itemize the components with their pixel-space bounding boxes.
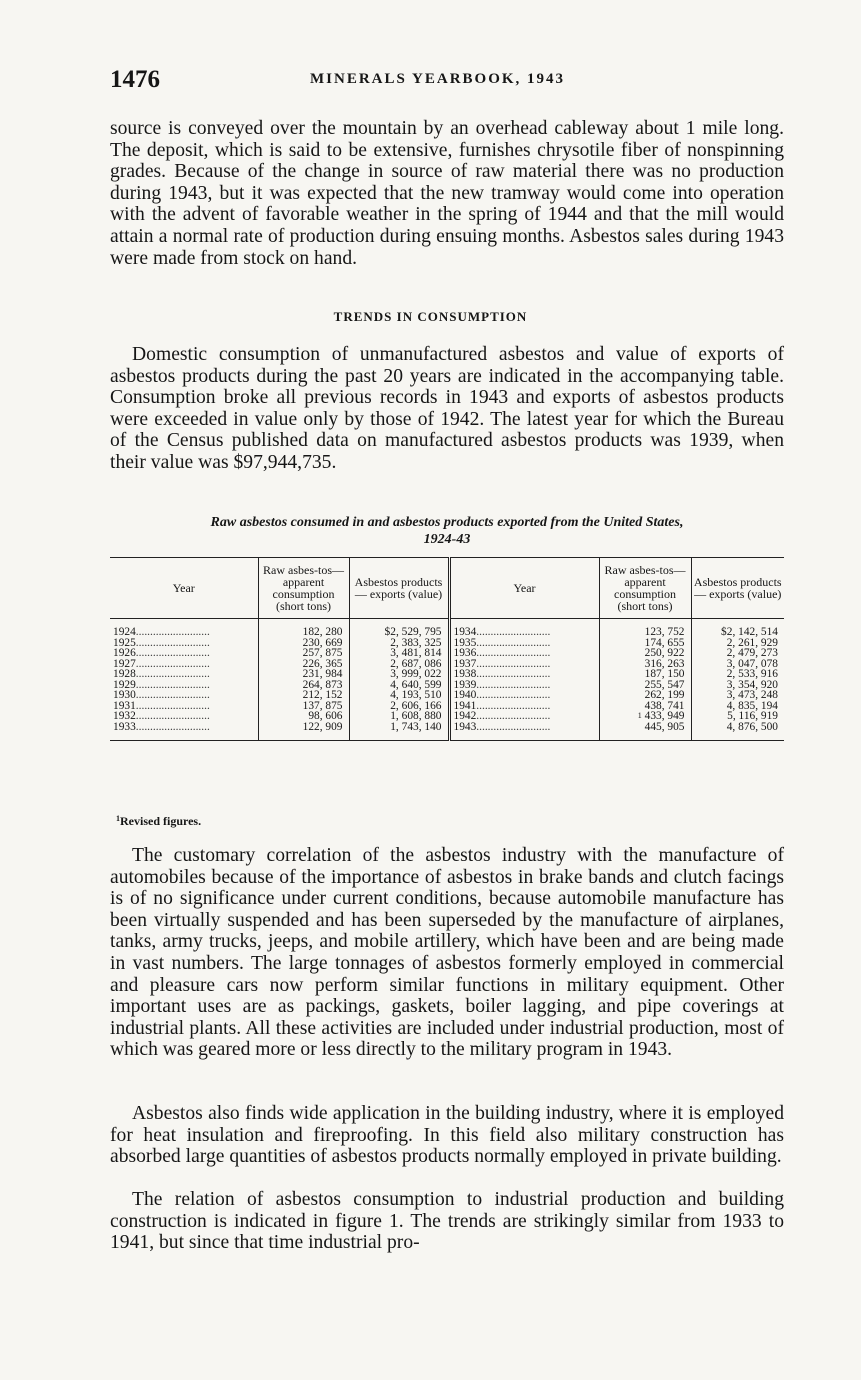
section-heading: TRENDS IN CONSUMPTION: [333, 309, 528, 324]
running-head: MINERALS YEARBOOK, 1943: [310, 71, 566, 87]
year-cell: 1929..........................: [113, 678, 210, 691]
col-header-year-left: Year: [110, 558, 258, 619]
paragraph-4: Asbestos also finds wide application in the building industry, where it is employed for heat insulation and fireproofing. In this field also military construction has absorbed large quantities of asbestos products normally employed in private building.: [110, 1103, 784, 1168]
year-cell: 1933..........................: [110, 722, 258, 741]
consumption-cell: 264, 873: [258, 680, 349, 691]
exports-cell: 3, 047, 078: [691, 659, 784, 670]
consumption-cell: 445, 905: [599, 722, 691, 741]
year-cell: 1935..........................: [449, 638, 599, 649]
year-cell: 1934..........................: [449, 619, 599, 638]
year-cell: 1938..........................: [449, 669, 599, 680]
col-header-raw-right: Raw asbes-tos— apparent consumption (short tons): [599, 558, 691, 619]
year-cell: 1932..........................: [113, 710, 210, 722]
consumption-cell: 174, 655: [599, 638, 691, 649]
consumption-cell: 187, 150: [599, 669, 691, 680]
year-cell: 1925..........................: [113, 636, 210, 649]
exports-cell: 2, 606, 166: [349, 701, 449, 712]
table-row: [110, 690, 784, 701]
year-cell: 1927..........................: [113, 657, 210, 670]
consumption-cell: 316, 263: [599, 659, 691, 670]
year-cell: 1931..........................: [113, 699, 210, 712]
exports-cell: 2, 383, 325: [349, 638, 449, 649]
consumption-cell: 137, 875: [258, 701, 349, 712]
page-number: 1476: [110, 66, 160, 93]
consumption-cell: 257, 875: [258, 648, 349, 659]
consumption-cell: 438, 741: [599, 701, 691, 712]
exports-cell: 1, 608, 880: [349, 711, 449, 722]
year-cell: 1924..........................: [113, 626, 210, 638]
col-header-exports-right: Asbestos products— exports (value): [691, 558, 784, 619]
col-header-exports-left: Asbestos products— exports (value): [349, 558, 449, 619]
year-cell: 1926..........................: [113, 647, 210, 659]
asbestos-table: [110, 557, 784, 741]
table-row: [110, 648, 784, 659]
footnote-text: Revised figures.: [120, 814, 202, 828]
consumption-cell: 123, 752: [599, 619, 691, 638]
exports-cell: $2, 529, 795: [349, 619, 449, 638]
year-cell: 1936..........................: [449, 648, 599, 659]
consumption-cell: 212, 152: [258, 690, 349, 701]
table-caption-line1: Raw asbestos consumed in and asbestos products exported from the United States,: [210, 515, 684, 530]
consumption-cell: 122, 909: [258, 722, 349, 741]
col-header-year-right: Year: [449, 558, 599, 619]
exports-cell: 2, 533, 916: [691, 669, 784, 680]
consumption-cell: 250, 922: [599, 648, 691, 659]
exports-cell: 4, 193, 510: [349, 690, 449, 701]
exports-cell: 5, 116, 919: [691, 711, 784, 722]
exports-cell: 3, 481, 814: [349, 648, 449, 659]
table-caption: [110, 514, 784, 548]
table-footnote: [116, 814, 201, 829]
exports-cell: 2, 479, 273: [691, 648, 784, 659]
revised-footnote-mark: 1: [637, 711, 642, 720]
exports-cell: 4, 640, 599: [349, 680, 449, 691]
year-cell: 1940..........................: [449, 690, 599, 701]
year-cell: 1942..........................: [449, 711, 599, 722]
exports-cell: 2, 687, 086: [349, 659, 449, 670]
exports-cell: 1, 743, 140: [349, 722, 449, 741]
table-row: [110, 619, 784, 638]
paragraph-3: The customary correlation of the asbestos industry with the manufacture of automobiles because of the importance of asbestos in brake bands and clutch facings is of no significance under current conditions, because automobile manufacture has been virtually suspended and has been superseded by the manufacture of airplanes, tanks, army trucks, jeeps, and mobile artillery, which have been and are being made in vast numbers. The large tonnages of asbestos formerly employed in commercial and pleasure cars now perform similar functions in military equipment. Other important uses are as packings, gaskets, boiler lagging, and pipe coverings at industrial plants. All these activities are included under industrial production, most of which was geared more or less directly to the military program in 1943.: [110, 845, 784, 1061]
consumption-cell: 231, 984: [258, 669, 349, 680]
consumption-cell: 182, 280: [258, 619, 349, 638]
consumption-cell: 262, 199: [599, 690, 691, 701]
table-caption-line2: 1924-43: [423, 532, 471, 547]
year-cell: 1930..........................: [113, 689, 210, 701]
paragraph-1: source is conveyed over the mountain by an overhead cableway about 1 mile long. The deposit, which is said to be extensive, furnishes chrysotile fiber of nonspinning grades. Because of the change in source of raw material there was no production during 1943, but it was expected that the new tramway would come into operation with the advent of favorable weather in the spring of 1944 and that the mill would attain a normal rate of production during ensuing months. Asbestos sales during 1943 were made from stock on hand.: [110, 118, 784, 269]
table-row: [110, 722, 784, 741]
year-cell: 1939..........................: [449, 680, 599, 691]
consumption-cell: 230, 669: [258, 638, 349, 649]
year-cell: 1928..........................: [113, 668, 210, 680]
page-header: [110, 66, 790, 100]
year-cell: 1937..........................: [449, 659, 599, 670]
table-row: [110, 669, 784, 680]
exports-cell: $2, 142, 514: [691, 619, 784, 638]
year-cell: 1943..........................: [449, 722, 599, 741]
exports-cell: 3, 999, 022: [349, 669, 449, 680]
paragraph-5: The relation of asbestos consumption to industrial production and building construction is indicated in figure 1. The trends are strikingly similar from 1933 to 1941, but since that time industrial pro-: [110, 1189, 784, 1254]
footnote-mark: 1: [116, 814, 120, 823]
exports-cell: 4, 835, 194: [691, 701, 784, 712]
exports-cell: 4, 876, 500: [691, 722, 784, 741]
col-header-raw-left: Raw asbes-tos— apparent consumption (short tons): [258, 558, 349, 619]
consumption-cell: 98, 606: [258, 711, 349, 722]
exports-cell: 3, 473, 248: [691, 690, 784, 701]
consumption-cell: 226, 365: [258, 659, 349, 670]
year-cell: 1941..........................: [449, 701, 599, 712]
consumption-cell: 255, 547: [599, 680, 691, 691]
paragraph-2: Domestic consumption of unmanufactured asbestos and value of exports of asbestos products during the past 20 years are indicated in the accompanying table. Consumption broke all previous records in 1943 and exports of asbestos products were exceeded in value only by those of 1942. The latest year for which the Bureau of the Census published data on manufactured asbestos products was 1939, when their value was $97,944,735.: [110, 344, 784, 473]
table-row: [110, 711, 784, 722]
consumption-cell: $^1$ 433, 949: [599, 711, 691, 722]
exports-cell: 2, 261, 929: [691, 638, 784, 649]
exports-cell: 3, 354, 920: [691, 680, 784, 691]
